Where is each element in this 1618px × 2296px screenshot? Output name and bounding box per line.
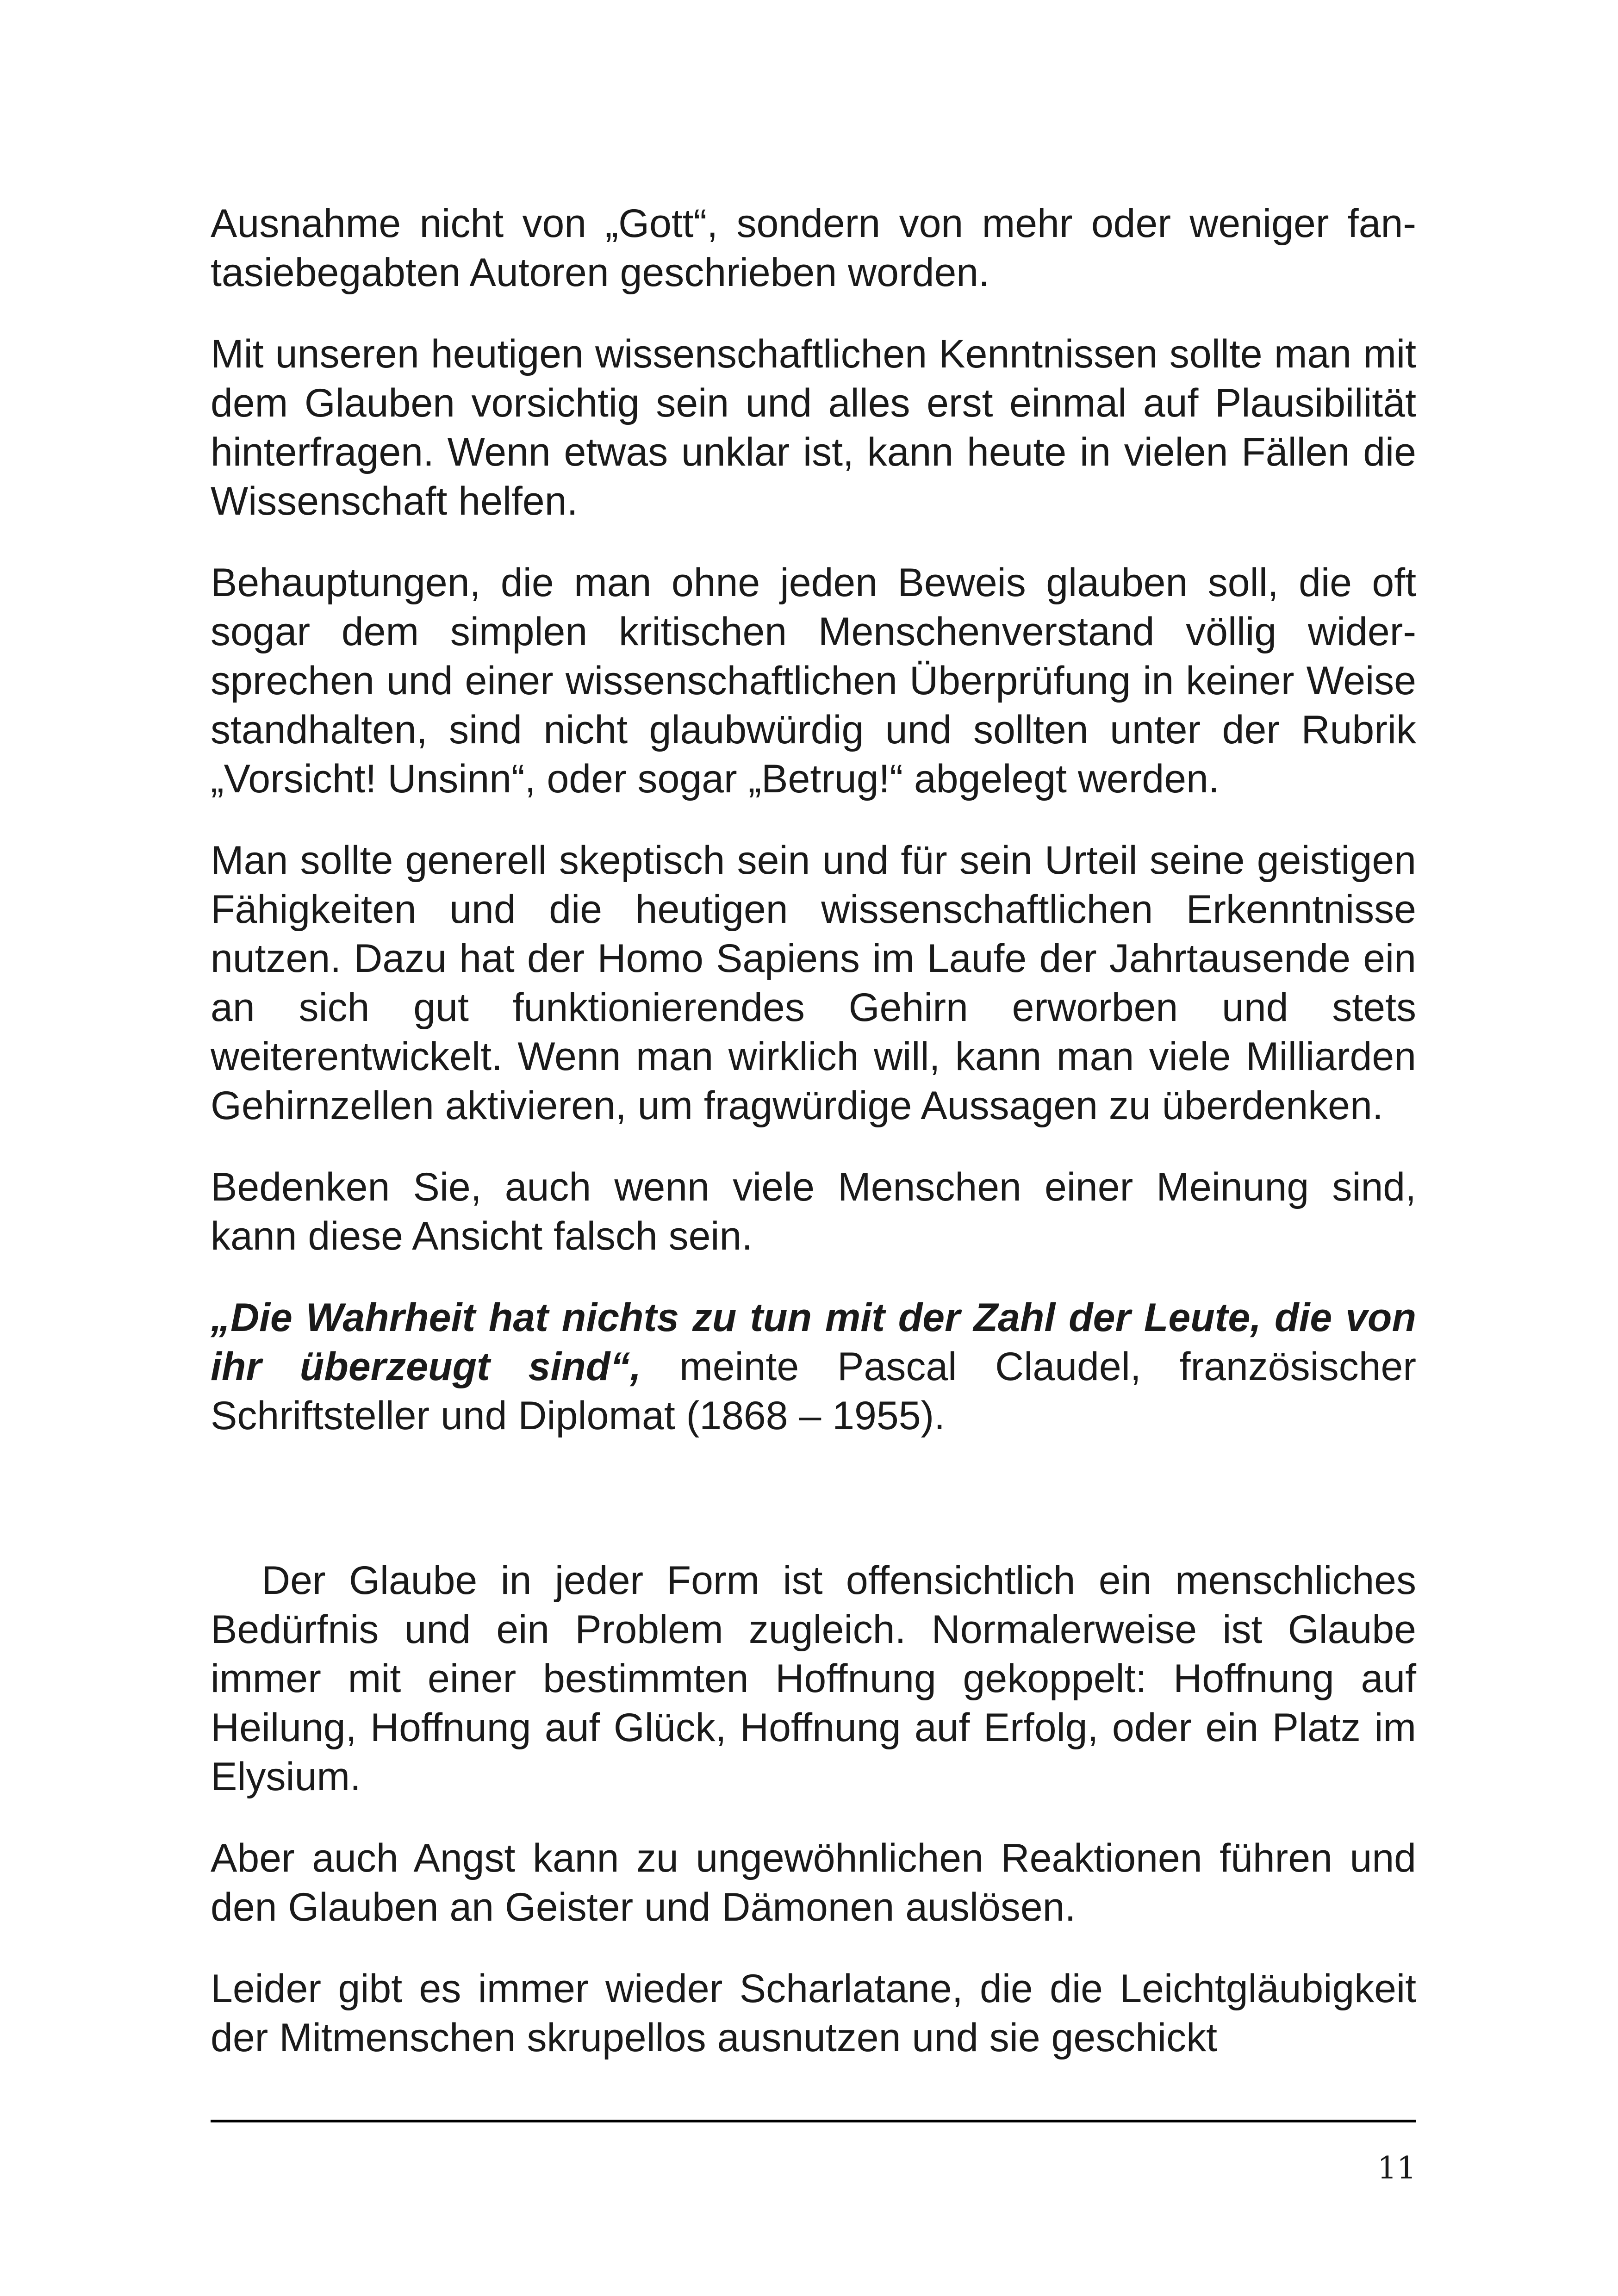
paragraph-3: Behauptungen, die man ohne jeden Beweis glauben soll, die oft sogar dem simplen kritischen Menschenverstand völlig widersprechen und einer wissenschaftlichen Überprüfung in keiner Weise standhalten, sind nicht glaubwürdig und sollten unter der Rubrik „Vorsicht! Unsinn“, oder sogar „Betrug!“ abgelegt werden. [211,560,1416,801]
paragraph-5: Bedenken Sie, auch wenn viele Menschen einer Meinung sind, kann diese Ansicht falsch sein. [211,1165,1416,1258]
section-spacer [211,1473,1416,1556]
footer-rule [211,2120,1416,2122]
paragraph-6: Der Glaube in jeder Form ist offensichtlich ein menschliches Bedürfnis und ein Problem zugleich. Normalerweise ist Glaube immer mit einer bestimmten Hoffnung gekoppelt: Hoffnung auf Heilung, Hoffnung auf Glück, Hoffnung auf Erfolg, oder ein Platz im Elysium. [211,1558,1416,1799]
paragraph-4: Man sollte generell skeptisch sein und für sein Urteil seine geistigen Fähigkeiten und die heutigen wissenschaftlichen Erkenntnisse nutzen. Dazu hat der Homo Sapiens im Laufe der Jahrtausende ein an sich gut funktionierendes Gehirn erworben und stets weiterentwickelt. Wenn man wirklich will, kann man viele Milliarden Gehirnzellen aktivieren, um fragwürdige Aussagen zu überdenken. [211,838,1416,1128]
page-body [211,199,1416,2095]
paragraph-2: Mit unseren heutigen wissenschaftlichen Kenntnissen sollte man mit dem Glauben vorsichtig sein und alles erst einmal auf Plausibilität hinterfragen. Wenn etwas unklar ist, kann heute in vielen Fällen die Wissenschaft helfen. [211,332,1416,523]
paragraph-7: Aber auch Angst kann zu ungewöhnlichen Reaktionen führen und den Glauben an Geister und Dämonen auslösen. [211,1836,1416,1929]
quote-attribution: meinte Pascal Claudel, französischer Schriftsteller und Diplomat (1868 – 1955). [211,1344,1416,1438]
page-number: 11 [1377,2150,1416,2186]
quote-paragraph [211,1293,1416,1440]
paragraph-8: Leider gibt es immer wieder Scharlatane, die die Leichtgläubigkeit der Mitmenschen skrupellos ausnutzen und sie geschickt [211,1966,1416,2060]
quote-emphasis: „Die Wahrheit hat nichts zu tun mit der Zahl der Leute, die von ihr überzeugt sind“, [211,1295,1416,1389]
paragraph-1: Ausnahme nicht von „Gott“, sondern von mehr oder weniger fantasiebegabten Autoren geschrieben worden. [211,201,1416,295]
